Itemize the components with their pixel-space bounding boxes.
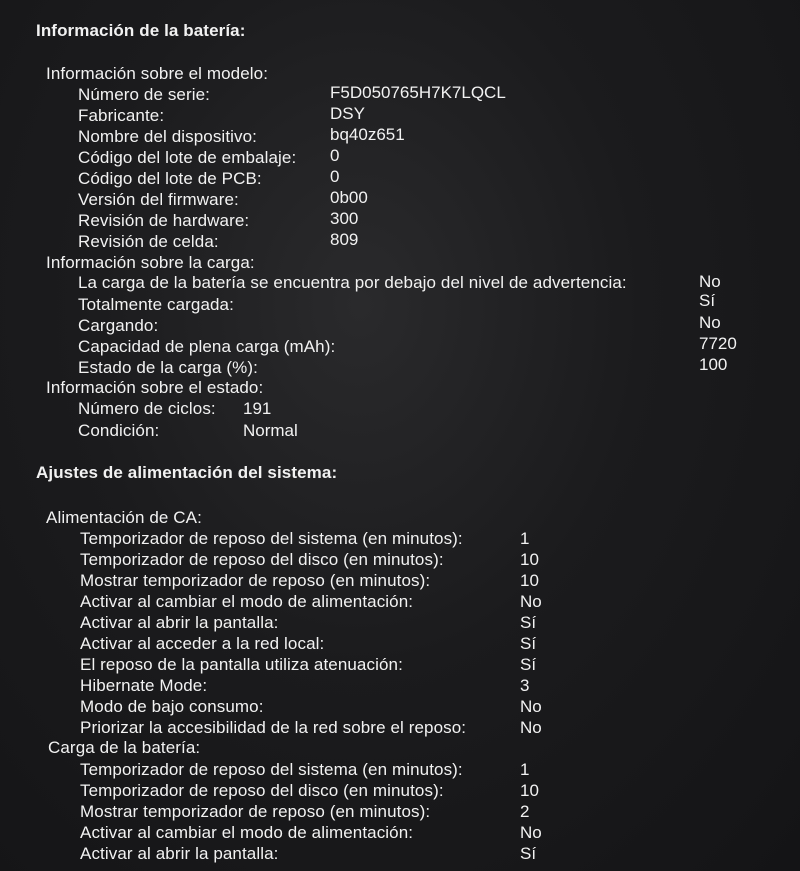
pack-lot-code-value: 0 (330, 146, 340, 165)
firmware-version-label: Versión del firmware: (78, 190, 239, 209)
charging-value: No (699, 313, 721, 332)
cycle-count-label: Número de ciclos: (78, 399, 216, 418)
serial-number-value: F5D050765H7K7LQCL (330, 83, 506, 102)
charging-label: Cargando: (78, 316, 159, 335)
ac-wake-lan-label: Activar al acceder a la red local: (80, 634, 325, 653)
state-of-charge-value: 100 (699, 355, 728, 374)
ac-display-dim-value: Sí (520, 655, 537, 674)
ac-wake-lid-open-value: Sí (520, 613, 537, 632)
full-charge-capacity-label: Capacidad de plena carga (mAh): (78, 337, 336, 356)
batt-display-sleep-value: 2 (520, 802, 530, 821)
cell-revision-label: Revisión de celda: (78, 232, 219, 251)
ac-disk-sleep-value: 10 (520, 550, 539, 569)
batt-system-sleep-value: 1 (520, 760, 530, 779)
ac-network-priority-label: Priorizar la accesibilidad de la red sobre el reposo: (80, 718, 467, 737)
condition-label: Condición: (78, 421, 160, 440)
fully-charged-label: Totalmente cargada: (78, 295, 234, 314)
ac-hibernate-mode-label: Hibernate Mode: (80, 676, 208, 695)
pcb-lot-code-value: 0 (330, 167, 340, 186)
ac-wake-lid-open-label: Activar al abrir la pantalla: (80, 613, 279, 632)
ac-display-dim-label: El reposo de la pantalla utiliza atenuación: (80, 655, 403, 674)
status-info-header: Información sobre el estado: (46, 378, 264, 397)
ac-display-sleep-label: Mostrar temporizador de reposo (en minutos): (80, 571, 431, 590)
state-of-charge-label: Estado de la carga (%): (78, 358, 258, 377)
batt-disk-sleep-label: Temporizador de reposo del disco (en minutos): (80, 781, 444, 800)
batt-system-sleep-label: Temporizador de reposo del sistema (en minutos): (80, 760, 463, 779)
ac-disk-sleep-label: Temporizador de reposo del disco (en minutos): (80, 550, 444, 569)
ac-system-sleep-value: 1 (520, 529, 530, 548)
pcb-lot-code-label: Código del lote de PCB: (78, 169, 262, 188)
ac-system-sleep-label: Temporizador de reposo del sistema (en minutos): (80, 529, 463, 548)
ac-low-power-label: Modo de bajo consumo: (80, 697, 264, 716)
ac-network-priority-value: No (520, 718, 542, 737)
firmware-version-value: 0b00 (330, 188, 368, 207)
ac-wake-lan-value: Sí (520, 634, 537, 653)
below-warning-label: La carga de la batería se encuentra por debajo del nivel de advertencia: (78, 273, 627, 292)
batt-wake-lid-open-label: Activar al abrir la pantalla: (80, 844, 279, 863)
batt-wake-power-change-label: Activar al cambiar el modo de alimentación: (80, 823, 414, 842)
below-warning-value: No (699, 272, 721, 291)
battery-power-header: Carga de la batería: (48, 738, 201, 757)
ac-low-power-value: No (520, 697, 542, 716)
serial-number-label: Número de serie: (78, 85, 210, 104)
batt-wake-power-change-value: No (520, 823, 542, 842)
cycle-count-value: 191 (243, 399, 272, 418)
fully-charged-value: Sí (699, 291, 716, 310)
power-settings-title: Ajustes de alimentación del sistema: (36, 463, 338, 482)
hardware-revision-value: 300 (330, 209, 359, 228)
manufacturer-label: Fabricante: (78, 106, 165, 125)
device-name-label: Nombre del dispositivo: (78, 127, 257, 146)
pack-lot-code-label: Código del lote de embalaje: (78, 148, 297, 167)
hardware-revision-label: Revisión de hardware: (78, 211, 250, 230)
ac-display-sleep-value: 10 (520, 571, 539, 590)
charge-info-header: Información sobre la carga: (46, 253, 255, 272)
cell-revision-value: 809 (330, 230, 359, 249)
device-name-value: bq40z651 (330, 125, 405, 144)
ac-power-header: Alimentación de CA: (46, 508, 202, 527)
batt-display-sleep-label: Mostrar temporizador de reposo (en minutos): (80, 802, 431, 821)
ac-wake-power-change-label: Activar al cambiar el modo de alimentación: (80, 592, 414, 611)
manufacturer-value: DSY (330, 104, 365, 123)
battery-info-title: Información de la batería: (36, 21, 246, 40)
full-charge-capacity-value: 7720 (699, 334, 737, 353)
batt-disk-sleep-value: 10 (520, 781, 539, 800)
batt-wake-lid-open-value: Sí (520, 844, 537, 863)
model-info-header: Información sobre el modelo: (46, 64, 269, 83)
ac-hibernate-mode-value: 3 (520, 676, 530, 695)
ac-wake-power-change-value: No (520, 592, 542, 611)
condition-value: Normal (243, 421, 298, 440)
